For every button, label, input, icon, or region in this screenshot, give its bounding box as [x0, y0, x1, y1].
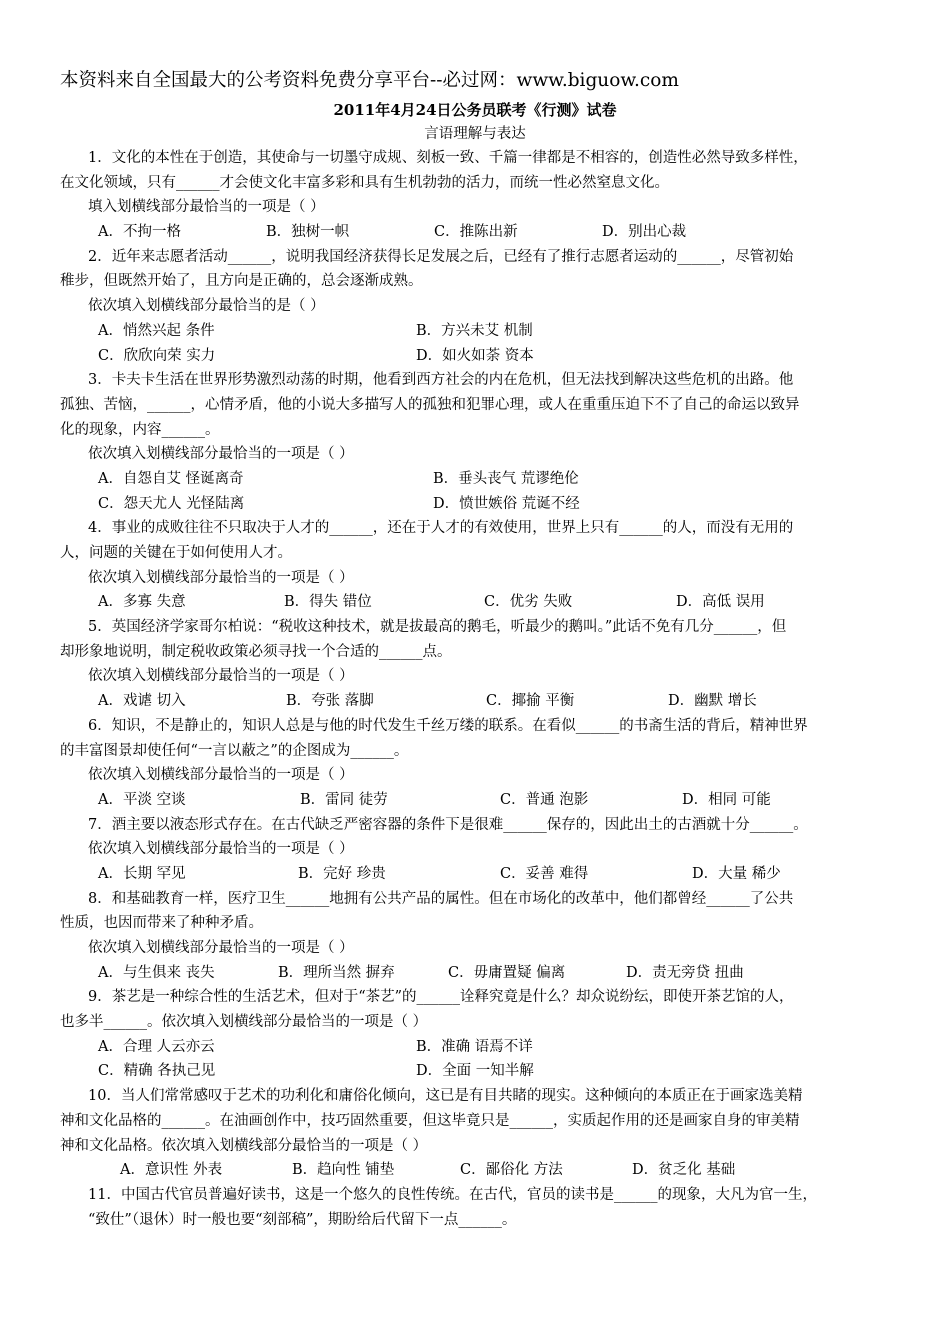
option-c: C．怨天尤人 光怪陆离 — [98, 495, 245, 512]
option-d: D．高低 误用 — [676, 594, 765, 611]
option-d: D．幽默 增长 — [668, 693, 757, 710]
option-d: D．全面 一知半解 — [416, 1063, 534, 1080]
option-c: C．精确 各执己见 — [98, 1063, 216, 1080]
question-5-prompt: 依次填入划横线部分最恰当的一项是（ ） — [88, 668, 354, 685]
question-7-text: 7．酒主要以液态形式存在。在古代缺乏严密容器的条件下是很难______保存的，因此出土的古酒就十分______。 — [88, 816, 808, 833]
question-3-options — [60, 492, 910, 517]
question-2-text: 2．近年来志愿者活动______，说明我国经济获得长足发展之后，已经有了推行志愿者运动的______，尽管初始 — [88, 248, 794, 265]
question-6-text: 的丰富图景却使任何“一言以蔽之”的企图成为______。 — [60, 742, 409, 759]
question-5-text: 5．英国经济学家哥尔柏说：“税收这种技术，就是拔最高的鹅毛，听最少的鹅叫。”此话不免有几分______，但 — [88, 619, 787, 636]
option-b: B．夸张 落脚 — [286, 693, 374, 710]
option-a: A．戏谑 切入 — [98, 693, 186, 710]
question-2-prompt: 依次填入划横线部分最恰当的是（ ） — [88, 298, 325, 315]
option-b: B．得失 错位 — [284, 594, 372, 611]
page-title: 2011年4月24日公务员联考《行测》试卷 — [333, 101, 617, 119]
option-d: D．别出心裁 — [602, 224, 687, 241]
question-list — [60, 146, 910, 1232]
option-c: C．优劣 失败 — [484, 594, 573, 611]
question-11-text: 11．中国古代官员普遍好读书，这是一个悠久的良性传统。在古代，官员的读书是______的现象，大凡为官一生， — [88, 1186, 817, 1203]
question-10-text: 神和文化品格的______。在油画创作中，技巧固然重要，但这毕竟只是______，实质起作用的还是画家自身的审美精 — [60, 1112, 800, 1129]
question-9-text: 也多半______。依次填入划横线部分最恰当的一项是（ ） — [60, 1014, 428, 1031]
question-9-text: 9．茶艺是一种综合性的生活艺术，但对于“茶艺”的______诠释究竟是什么？却众说纷纭，即使开茶艺馆的人， — [88, 989, 794, 1006]
option-b: B．准确 语焉不详 — [416, 1038, 533, 1055]
option-a: A．与生俱来 丧失 — [98, 964, 215, 981]
question-8-options — [60, 961, 910, 986]
question-4-prompt: 依次填入划横线部分最恰当的一项是（ ） — [88, 569, 354, 586]
question-6-prompt: 依次填入划横线部分最恰当的一项是（ ） — [88, 767, 354, 784]
question-11-text: “致仕”（退休）时一般也要“刻部稿”，期盼给后代留下一点______。 — [88, 1211, 517, 1228]
option-a: A．多寡 失意 — [98, 594, 186, 611]
question-9-options — [60, 1059, 910, 1084]
option-c: C．揶揄 平衡 — [486, 693, 575, 710]
question-4-text: 4．事业的成败往往不只取决于人才的______，还在于人才的有效使用，世界上只有______的人，而没有无用的 — [88, 520, 794, 537]
question-9-options — [60, 1035, 910, 1060]
option-c: C．普通 泡影 — [500, 791, 589, 808]
option-a: A．悄然兴起 条件 — [98, 322, 215, 339]
question-8-text: 8．和基础教育一样，医疗卫生______地拥有公共产品的属性。但在市场化的改革中，他们都曾经______了公共 — [88, 890, 794, 907]
question-8-prompt: 依次填入划横线部分最恰当的一项是（ ） — [88, 940, 354, 956]
question-8-text: 性质，也因而带来了种种矛盾。 — [60, 915, 263, 932]
option-a: A．不拘一格 — [98, 224, 181, 241]
option-b: B．方兴未艾 机制 — [416, 322, 533, 339]
question-7-prompt: 依次填入划横线部分最恰当的一项是（ ） — [88, 841, 354, 858]
option-a: A．意识性 外表 — [120, 1162, 223, 1179]
section-title: 言语理解与表达 — [424, 126, 526, 142]
question-3-text: 化的现象，内容______。 — [60, 421, 220, 438]
question-10-text: 神和文化品格。依次填入划横线部分最恰当的一项是（ ） — [60, 1137, 428, 1154]
option-d: D．大量 稀少 — [692, 865, 781, 882]
option-d: D．贫乏化 基础 — [632, 1162, 736, 1179]
question-10-options — [60, 1158, 910, 1183]
option-c: C．妥善 难得 — [500, 865, 589, 882]
option-b: B．理所当然 摒弃 — [278, 964, 395, 981]
option-c: C．鄙俗化 方法 — [460, 1162, 563, 1179]
question-7-options — [60, 862, 910, 887]
option-d: D．愤世嫉俗 荒诞不经 — [433, 495, 580, 512]
question-5-text: 却形象地说明，制定税收政策必须寻找一个合适的______点。 — [60, 643, 452, 660]
option-d: D．如火如荼 资本 — [416, 347, 534, 364]
question-3-prompt: 依次填入划横线部分最恰当的一项是（ ） — [88, 446, 354, 463]
option-a: A．自怨自艾 怪诞离奇 — [98, 470, 244, 487]
question-10-text: 10．当人们常常感叹于艺术的功利化和庸俗化倾向，这已是有目共睹的现实。这种倾向的本质正在于画家选美精 — [88, 1088, 803, 1105]
question-3-options — [60, 467, 910, 492]
option-b: B．完好 珍贵 — [298, 865, 386, 882]
option-d: D．责无旁贷 扭曲 — [626, 964, 744, 981]
question-4-options — [60, 590, 910, 615]
option-a: A．合理 人云亦云 — [98, 1038, 215, 1055]
option-d: D．相同 可能 — [682, 791, 771, 808]
option-c: C．毋庸置疑 偏离 — [448, 964, 566, 981]
option-c: C．欣欣向荣 实力 — [98, 347, 216, 364]
option-b: B．趋向性 铺垫 — [292, 1162, 395, 1179]
question-2-options — [60, 319, 910, 344]
question-1-text: 在文化领域，只有______才会使文化丰富多彩和具有生机勃勃的活力，而统一性必然窒息文化。 — [60, 174, 669, 191]
option-b: B．雷同 徒劳 — [300, 791, 388, 808]
question-5-options — [60, 689, 910, 714]
question-6-text: 6．知识，不是静止的，知识人总是与他的时代发生千丝万缕的联系。在看似______的书斋生活的背后，精神世界 — [88, 717, 808, 734]
question-2-text: 稚步，但既然开始了，且方向是正确的，总会逐渐成熟。 — [60, 273, 423, 290]
question-2-options — [60, 344, 910, 369]
question-1-options — [60, 220, 910, 245]
question-6-options — [60, 788, 910, 813]
question-3-text: 孤独、苦恼，______，心情矛盾，他的小说大多描写人的孤独和犯罪心理，或人在重重压迫下不了自己的命运以致异 — [60, 396, 800, 413]
question-1-prompt: 填入划横线部分最恰当的一项是（ ） — [88, 199, 325, 216]
option-c: C．推陈出新 — [434, 224, 518, 241]
option-a: A．平淡 空谈 — [98, 791, 186, 808]
option-a: A．长期 罕见 — [98, 865, 186, 882]
source-header: 本资料来自全国最大的公考资料免费分享平台--必过网：www.biguow.com — [60, 70, 679, 91]
option-b: B．独树一帜 — [266, 224, 350, 241]
question-4-text: 人，问题的关键在于如何使用人才。 — [60, 545, 292, 561]
option-b: B．垂头丧气 荒谬绝伦 — [433, 470, 579, 487]
question-1-text: 1．文化的本性在于创造，其使命与一切墨守成规、刻板一致、千篇一律都是不相容的，创造性必然导致多样性， — [88, 150, 808, 166]
question-3-text: 3．卡夫卡生活在世界形势激烈动荡的时期，他看到西方社会的内在危机，但无法找到解决这些危机的出路。他 — [88, 372, 794, 389]
